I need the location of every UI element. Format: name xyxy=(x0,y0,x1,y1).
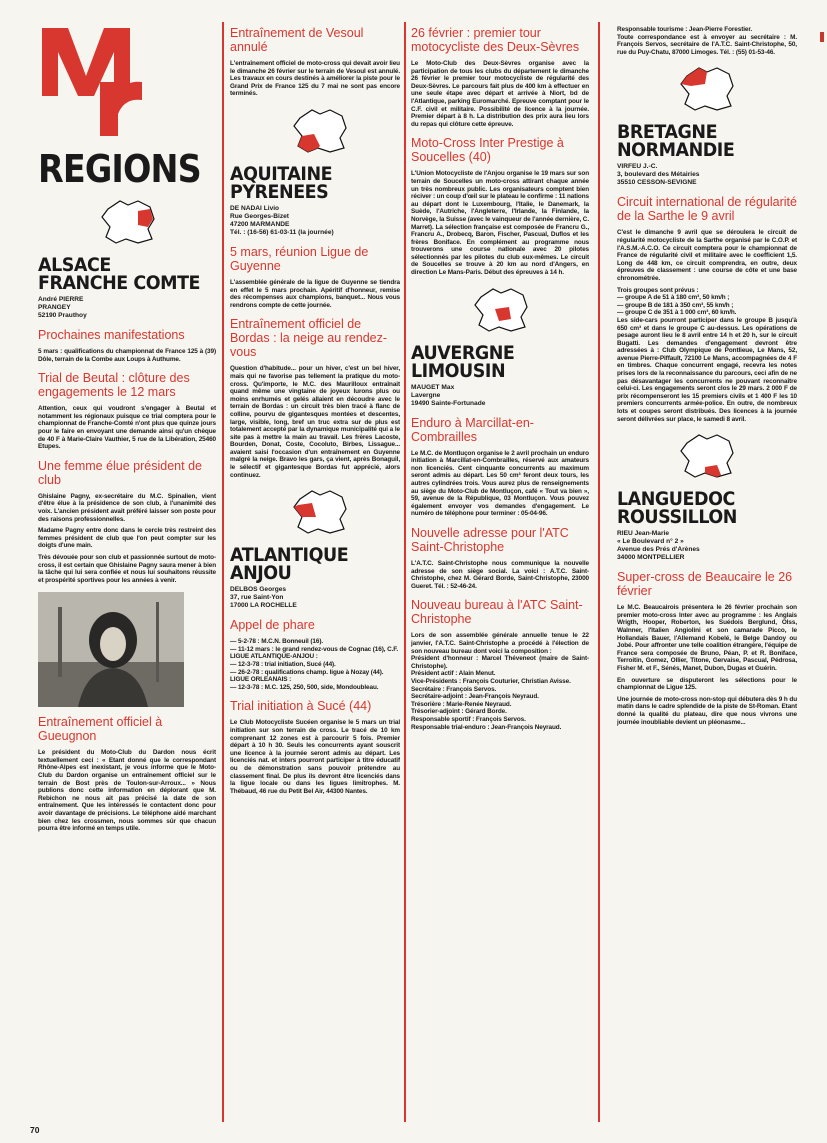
region-contact: André PIERRE PRANGEY 52190 Prauthoy xyxy=(38,296,87,319)
france-map-icon xyxy=(471,285,533,335)
column-divider xyxy=(222,22,224,1122)
article-title: Entraînement officiel à Gueugnon xyxy=(38,715,163,744)
article-title: Entraînement officiel de Bordas : la neige au rendez-vous xyxy=(230,317,388,360)
article-text: Très dévouée pour son club et passionnée surtout de moto-cross, il est certain que Ghislaine Pagny saura mener à bien la tâche qui lui sera confiée et nous lui souhaitons réussite et prospérité sportives pour les années à venir. xyxy=(38,553,216,584)
region-name: ALSACE FRANCHE COMTE xyxy=(38,254,201,294)
region-name: LANGUEDOC ROUSSILLON xyxy=(617,488,737,529)
column-divider xyxy=(404,22,406,1122)
region-contact: DE NADAI Livio Rue Georges-Bizet 47200 MARMANDE Tél. : (16-56) 61-03-11 (la journée) xyxy=(230,204,334,236)
column-2 xyxy=(230,0,400,1143)
article-title: 5 mars, réunion Ligue de Guyenne xyxy=(230,244,369,273)
france-map-icon xyxy=(677,431,739,481)
list-item: — 5-2-78 : M.C.N. Bonneuil (16). xyxy=(230,638,324,646)
list-item: Président actif : Alain Menut. xyxy=(411,670,496,678)
list-item: Trésorière : Marie-Renée Neyraud. xyxy=(411,700,512,708)
article-text: Ghislaine Pagny, ex-secrétaire du M.C. Spinalien, vient d'être élue à la présidence de son club, à l'unanimité des voix. L'ancien président avait préféré laisser son poste pour des raisons professionnelles. xyxy=(38,492,216,523)
region-contact: RIEU Jean-Marie « Le Boulevard n° 2 » Avenue des Prés d'Arènes 34000 MONTPELLIER xyxy=(617,530,700,562)
region-name: BRETAGNE NORMANDIE xyxy=(617,121,735,162)
column-4 xyxy=(617,0,797,1143)
article-text: L'entraînement officiel de moto-cross qui devait avoir lieu le dimanche 26 février sur le terrain de Vesoul est annulé. Les travaux en cours destinés à améliorer la piste pour le Grand Prix de France 125 du 7 mai ne sont pas encore terminés. xyxy=(230,60,400,98)
list-item: — groupe C de 351 à 1 000 cm³, 60 km/h. xyxy=(617,309,737,317)
article-text: Trois groupes sont prévus : xyxy=(617,286,699,294)
article-text: Madame Pagny entre donc dans le cercle très restreint des femmes président de club que l'on peut compter sur les doigts d'une main. xyxy=(38,527,216,550)
article-text: Question d'habitude... pour un hiver, c'est un bel hiver, mais qui ne favorise pas tellement la pratique du moto-cross. Qu'importe, le M.C. des Maurilloux entraînait quand même une vingtaine de joyeux lurons plus ou moins enrhumés et gelés allaient en découdre avec le terrain de Bordas : un circuit très bien tracé à flanc de colline, pourvu de gigantesques montées et descentes, large, visible, long, bref un truc extra sur de plus est totalement accepté par la dynamique municipalité qui a le site pas à mettre la main au travail. Les frères Lacoste, Bourden, Donat, Coste, Cocoluto, Birbes, Lissague... avaient saisi l'occasion d'un entraînement en Guyenne malgré la neige. Bravo les gars, ça vient, après Bonaguil, le sélectif et gigantesque Bordas fut apprécié, alors continuez. xyxy=(230,365,400,479)
column-1 xyxy=(38,0,216,1143)
article-title: Enduro à Marcillat-en-Combrailles xyxy=(411,415,534,444)
france-map-icon xyxy=(290,106,352,156)
article-text: Une journée de moto-cross non-stop qui débutera dès 9 h du matin dans le cadre splendide de la piste de St-Roman. Etant donné la qualité du plateau, dire que nous vivrons une journée inoubliable devient un pléonasme... xyxy=(617,695,797,726)
article-text: Le M.C. Beaucairois présentera le 26 février prochain son premier moto-cross Inter avec au programme : les Anglais Wrigth, Hooper, Roberton, les Suédois Berglund, Olss, Walnner, l'Italien Angiolini et son camarade Picco, le Hollandais Bauer, l'Allemand Kobelé, le Belge Dandoy ou Jobé. Pour affronter une telle coalition étrangère, l'équipe de France sera composée de Bruno, Péan, P. et R. Boniface, Terroitin, Gomez, Ollier, Titone, Gervaise, Pascual, Pédrosa, Fisher M. et F., Sénés, Manet, Dubon, Dugas et Guérin. xyxy=(617,604,797,672)
list-item: Vice-Présidents : François Couturier, Christian Avisse. xyxy=(411,677,571,685)
list-item: — 11-12 mars : le grand rendez-vous de Cognac (16), C.F. xyxy=(230,645,399,653)
article-title: Nouvelle adresse pour l'ATC Saint-Christophe xyxy=(411,526,569,554)
article-text: L'A.T.C. Saint-Christophe nous communique la nouvelle adresse de son siège social. La voici : A.T.C. Saint-Christophe, chez M. Gérard Borde, Saint-Christophe, 23000 Gueret. Tél. : 52-46-24. xyxy=(411,560,589,590)
france-map-icon xyxy=(290,487,352,537)
article-text: C'est le dimanche 9 avril que se déroulera le circuit de régularité motocycliste de la Sarthe organisé par le C.O.P. et l'A.S.M.-A.C.O. Ce circuit comptera pour le championnat de France de régularité civil et militaire avec le coefficient 1,5. Long de 448 km, ce circuit comprendra, en outre, deux épreuves de classement : une course de côte et une base chronométrée. xyxy=(617,229,797,282)
article-title: Super-cross de Beaucaire le 26 février xyxy=(617,570,793,599)
article-title: Circuit international de régularité de la Sarthe le 9 avril xyxy=(617,195,797,224)
article-text: L'assemblée générale de la ligue de Guyenne se tiendra en effet le 5 mars prochain. Apéritif d'honneur, remise des récompenses aux champions, banquet... Nous vous rendrons compte de cette journée. xyxy=(230,278,400,309)
list-item: Président d'honneur : Marcel Théveneot (maire de Saint-Christophe). xyxy=(411,655,589,670)
article-title: Trial initiation à Sucé (44) xyxy=(230,699,372,714)
article-title: Prochaines manifestations xyxy=(38,328,185,342)
region-contact: DELBOS Georges 37, rue Saint-Yon 17000 LA ROCHELLE xyxy=(230,586,297,610)
article-text: Responsable tourisme : Jean-Pierre Forestier. Toute correspondance est à envoyer au secrétaire : M. François Servos, secrétaire de l'A.T.C. Saint-Christophe, 50, rue du Puy-Chatu, 87000 Limoges. Tél. : (55) 01-53-46. xyxy=(617,26,797,56)
article-title: Appel de phare xyxy=(230,618,315,633)
list-item: Secrétaire : François Servos. xyxy=(411,685,497,693)
article-text: Le Club Motocycliste Sucéen organise le 5 mars un trial initiation sur son terrain de cross. Le tracé de 10 km comprenant 12 zones est à parcourir 5 fois. Premier départ à 10 h 30. Seuls les concurrents ayant souscrit une licence à la journée seront admis au départ. Les licenciés nat. et inters pourront participer à titre éducatif ou de démonstration sans pouvoir prétendre au classement final. De plus ils devront être licenciés dans la ligue locale ou dans les ligues limitrophes. M. Thébaud, 46 rue du Petit Bel Air, 44300 Nantes. xyxy=(230,719,400,795)
list-item: Lors de son assemblée générale annuelle tenue le 22 janvier, l'A.T.C. Saint-Christophe a procédé à l'élection de son nouveau bureau dont voici la composition : xyxy=(411,632,589,655)
article-text: 5 mars : qualifications du championnat de France 125 à (39) Dôle, terrain de la Combe aux Loups à Authume. xyxy=(38,348,216,363)
list-item: Responsable trial-enduro : Jean-François Neyraud. xyxy=(411,723,562,731)
region-name: AUVERGNE LIMOUSIN xyxy=(411,341,515,382)
article-title: Entraînement de Vesoul annulé xyxy=(230,26,364,54)
list-item: — groupe A de 51 à 180 cm³, 50 km/h ; xyxy=(617,294,730,302)
column-divider xyxy=(598,22,600,1122)
france-map-icon xyxy=(98,197,160,247)
list-item: LIGUE ORLEANAIS : xyxy=(230,676,292,684)
list-item: LIGUE ATLANTIQUE-ANJOU : xyxy=(230,653,318,661)
list-item: — 12-3-78 : trial initiation, Sucé (44). xyxy=(230,661,336,669)
page-number: 70 xyxy=(30,1125,40,1135)
article-text: L'Union Motocycliste de l'Anjou organise le 19 mars sur son terrain de Soucelles un moto-cross attirant chaque année un très nombreux public. Les organisateurs comptent bien réciver : un coup d'œil sur le plateau le confirme : 11 nations au départ dont le Luxembourg, l'Italie, le Danemark, la Suède, l'Autriche, l'Angleterre, l'Irlande, la Finlande, la Norvège, la Suisse (avec le vainqueur de l'année dernière, C. Marret). La sélection française est composée de Francru G., Francru A., Drobecq, Baron, Fischer, Pascual, Duflos et les frères Boniface. En complément au programme nous trouverons une course nationale avec 20 pilotes sélectionnés par les pilotes du club eux-mêmes. Le circuit de Soucelles se trouve à 20 km au nord d'Angers, en direction Le Mans-Paris. Début des épreuves à 14 h. xyxy=(411,170,589,277)
list-item: Trésorier-adjoint : Gérard Borde. xyxy=(411,708,507,716)
list-item: — 26-2-78 : qualifications champ. ligue à Nozay (44). xyxy=(230,668,384,676)
article-text: En ouverture se disputeront les sélections pour le championnat de Ligue 125. xyxy=(617,676,797,692)
page-edge-mark xyxy=(820,32,824,42)
article-text: Le Moto-Club des Deux-Sèvres organise avec la participation de tous les clubs du département le dimanche 26 février le premier tour motocycliste de régularité des Deux-Sèvres. Le parcours fait plus de 400 km à effectuer en une seule étape avec départ et arrivée à Niort, bd de l'Atlantique, parking Euromarché. Epreuve comptant pour le C.F. civil et militaire. Possibilité de licence à la journée. Premier départ à 8 h. La distribution des prix aura lieu lors du repas qui clôture cette épreuve. xyxy=(411,60,589,128)
column-3 xyxy=(411,0,589,1143)
region-contact: MAUGET Max Lavergne 19490 Sainte-Fortunade xyxy=(411,383,486,407)
region-name: AQUITAINE PYRENEES xyxy=(230,162,333,203)
article-title: Moto-Cross Inter Prestige à Soucelles (40) xyxy=(411,136,564,165)
article-text: Les side-cars pourront participer dans le groupe B jusqu'à 650 cm³ et dans le groupe C au-dessus. Les opérations de pesage auront lieu le 8 avril entre 14 h et 20 h, sur le circuit Bugatti. Les demandes d'engagement devront être adressées à : Club Olympique de Pontlieue, Le Mans, 52, avenue Pierre-Piffault, 72100 Le Mans, accompagnées de 4 F en timbres. Chaque concurrent engagé, recevra les notes prises lors de la reconnaissance du parcours, ceci afin de ne pas désavantager les concurrents ne pouvant reconnaître celui-ci. Les engagements seront clos le 29 mars. 2 000 F de prix récompenseront les 15 premiers civils et 1 400 F les 10 premiers concurrents armée-police. En outre, de nombreux lots et coupes seront distribués. Des licences à la journée seront délivrées sur place, le samedi 8 avril. xyxy=(617,316,797,423)
article-title: Trial de Beutal : clôture des engagements le 12 mars xyxy=(38,371,190,400)
list-item: — groupe B de 181 à 350 cm³, 55 km/h ; xyxy=(617,301,734,309)
france-map-icon xyxy=(677,64,739,114)
article-text: Attention, ceux qui voudront s'engager à Beutal et notamment les régionaux puisque ce trial comptera pour le championnat de Franche-Comté n'ont plus que quinze jours pour le faire en envoyant une demande ainsi qu'un chèque de 40 F à Marie-Claire Vauthier, 5 rue de la Libération, 25460 Etupes. xyxy=(38,405,216,451)
article-title: Nouveau bureau à l'ATC Saint-Christophe xyxy=(411,598,583,627)
article-title: Une femme élue président de club xyxy=(38,458,202,487)
section-title: REGIONS xyxy=(38,147,201,191)
region-name: ATLANTIQUE ANJOU xyxy=(230,544,349,585)
mr-logo xyxy=(38,18,150,138)
article-title: 26 février : premier tour motocycliste des Deux-Sèvres xyxy=(411,26,580,54)
list-item: — 12-3-78 : M.C. 125, 250, 500, side, Mondoubleau. xyxy=(230,683,379,691)
portrait-photo xyxy=(38,592,184,707)
article-text: Le président du Moto-Club du Dardon nous écrit textuellement ceci : « Etant donné que le correspondant Rhône-Alpes est inexistant, je vous informe que le Moto-Club du Dardon organise un entraînement officiel sur le terrain de Bost près de Toulon-sur-Arroux... » Nous publions donc cette information en déplorant que M. Rebichon ne nous ait pas précisé la date de son entraînement. Que les intéressés le contactent donc pour avoir davantage de précisions. Le téléphone aidé marchant bien chez les crossmen, nous sommes sûr que chacun pourra être informé en temps utile. xyxy=(38,749,216,833)
article-text: Le M.C. de Montluçon organise le 2 avril prochain un enduro initiation à Marcillat-en-Combrailles, réservé aux amateurs non licenciés. Cent cinquante concurrents au maximum seront admis au départ. Les 50 cm³ feront deux tours, les autres cylindrées trois. Vous aurez plus de renseignements au siège du Moto-Club de Montluçon, café « Tout va bien », 59, avenue de la République, 03 Montluçon. Vous pouvez également envoyer vos demandes d'engagement. Le numéro de téléphone pour terminer : 05-04-96. xyxy=(411,449,589,518)
region-contact: VIRFEU J.-C. 3, boulevard des Métairies 35510 CESSON-SEVIGNE xyxy=(617,163,700,187)
list-item: Secrétaire-adjoint : Jean-François Neyraud. xyxy=(411,693,539,701)
list-item: Responsable sportif : François Servos. xyxy=(411,715,526,723)
